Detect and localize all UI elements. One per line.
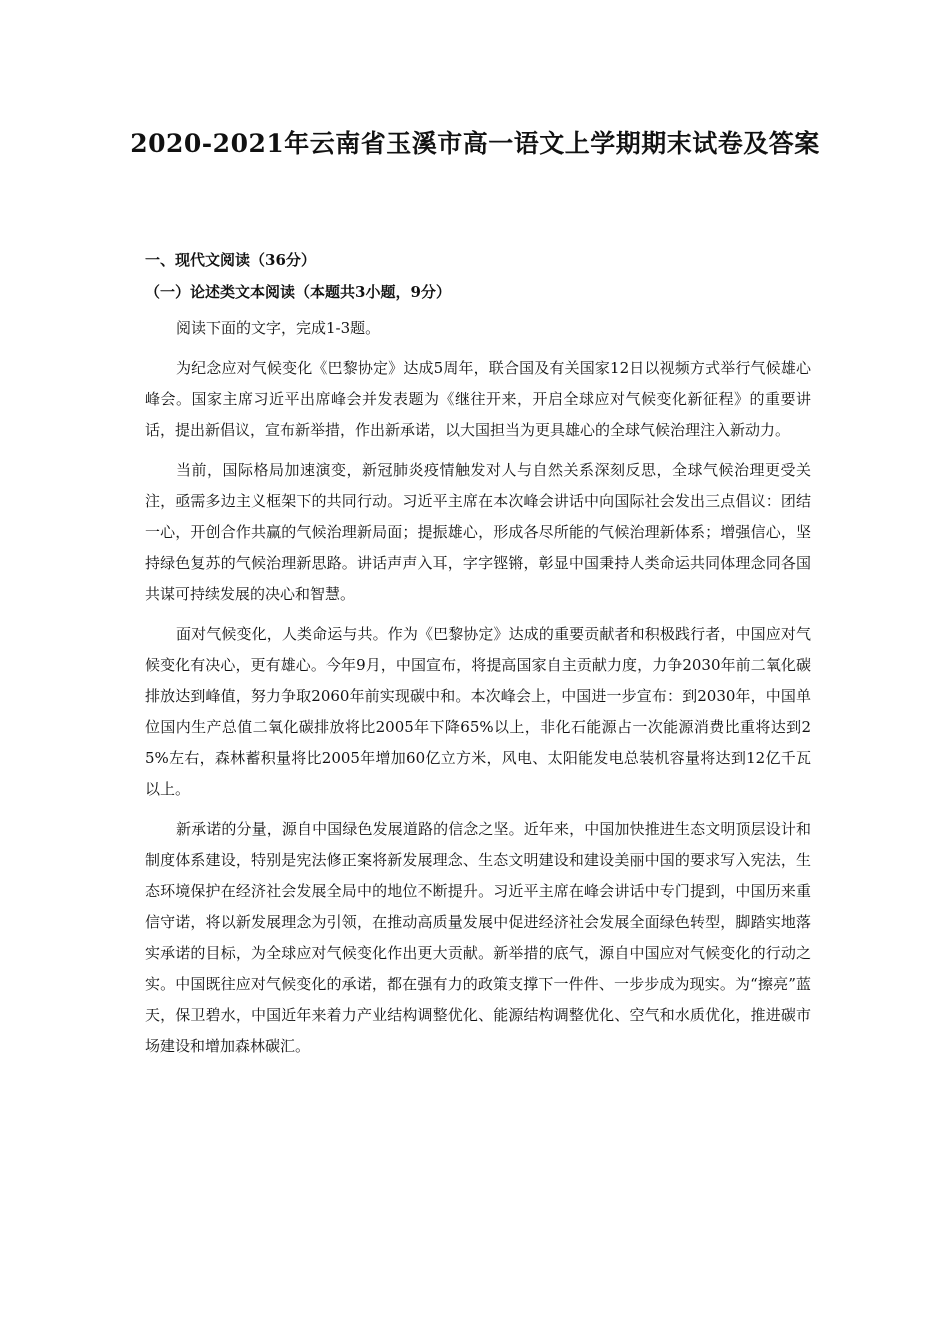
- paragraph: 新承诺的分量，源自中国绿色发展道路的信念之坚。近年来，中国加快推进生态文明顶层设计和制度体系建设，特别是宪法修正案将新发展理念、生态文明建设和建设美丽中国的要求写入宪法，生态环境保护在经济社会发展全局中的地位不断提升。习近平主席在峰会讲话中专门提到，中国历来重信守诺，将以新发展理念为引领，在推动高质量发展中促进经济社会发展全面绿色转型，脚踏实地落实承诺的目标，为全球应对气候变化作出更大贡献。新举措的底气，源自中国应对气候变化的行动之实。中国既往应对气候变化的承诺，都在强有力的政策支撑下一件件、一步步成为现实。为“擦亮”蓝天，保卫碧水，中国近年来着力产业结构调整优化、能源结构调整优化、空气和水质优化，推进碳市场建设和增加森林碳汇。: [145, 820, 811, 1055]
- paragraph: 为纪念应对气候变化《巴黎协定》达成5周年，联合国及有关国家12日以视频方式举行气候雄心峰会。国家主席习近平出席峰会并发表题为《继往开来，开启全球应对气候变化新征程》的重要讲话，提出新倡议，宣布新举措，作出新承诺，以大国担当为更具雄心的全球气候治理注入新动力。: [145, 359, 811, 439]
- document-title: 2020-2021年云南省玉溪市高一语文上学期期末试卷及答案: [130, 129, 820, 158]
- subsection-heading: （一）论述类文本阅读（本题共3小题，9分）: [145, 283, 451, 301]
- section-heading: 一、现代文阅读（36分）: [145, 251, 316, 269]
- paragraph: 面对气候变化，人类命运与共。作为《巴黎协定》达成的重要贡献者和积极践行者，中国应对气候变化有决心，更有雄心。今年9月，中国宣布，将提高国家自主贡献力度，力争2030年前二氧化碳排放达到峰值，努力争取2060年前实现碳中和。本次峰会上，中国进一步宣布：到2030年，中国单位国内生产总值二氧化碳排放将比2005年下降65%以上，非化石能源占一次能源消费比重将达到25%左右，森林蓄积量将比2005年增加60亿立方米，风电、太阳能发电总装机容量将达到12亿千瓦以上。: [145, 625, 811, 798]
- paragraph: 当前，国际格局加速演变，新冠肺炎疫情触发对人与自然关系深刻反思，全球气候治理更受关注，亟需多边主义框架下的共同行动。习近平主席在本次峰会讲话中向国际社会发出三点倡议：团结一心，开创合作共赢的气候治理新局面；提振雄心，形成各尽所能的气候治理新体系；增强信心，坚持绿色复苏的气候治理新思路。讲话声声入耳，字字铿锵，彰显中国秉持人类命运共同体理念同各国共谋可持续发展的决心和智慧。: [145, 461, 811, 603]
- paragraph-instruction: 阅读下面的文字，完成1-3题。: [176, 319, 381, 337]
- document-body: [145, 246, 811, 1062]
